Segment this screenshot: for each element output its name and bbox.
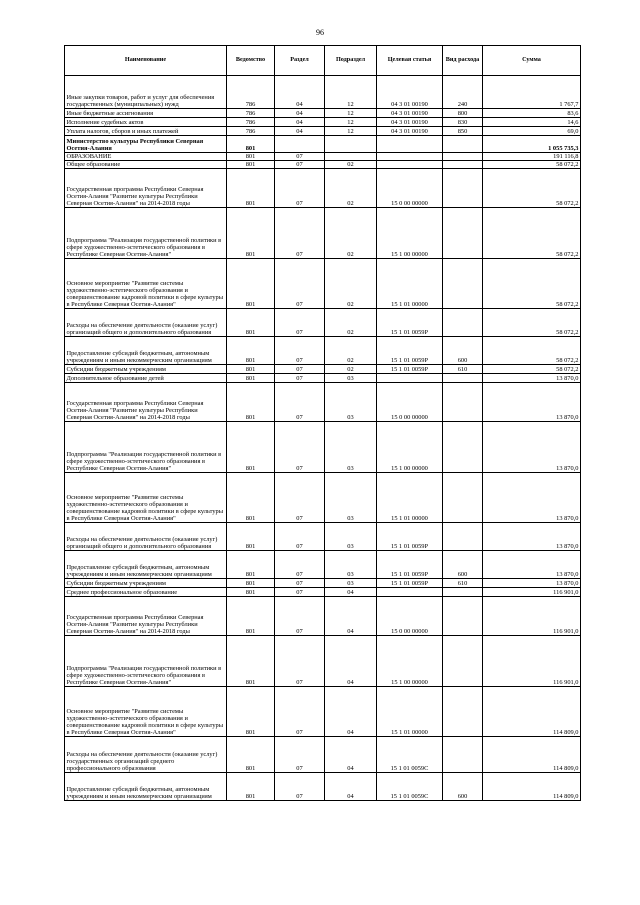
table-row bbox=[65, 169, 581, 208]
row-summa: 58 072,2 bbox=[483, 365, 581, 374]
row-razdel: 07 bbox=[275, 422, 325, 473]
row-summa: 58 072,2 bbox=[483, 337, 581, 365]
row-name: Дополнительное образование детей bbox=[65, 374, 227, 383]
row-podrazdel: 03 bbox=[325, 383, 377, 422]
row-podrazdel: 03 bbox=[325, 551, 377, 579]
row-vid bbox=[443, 422, 483, 473]
row-podrazdel: 12 bbox=[325, 109, 377, 118]
table-row bbox=[65, 118, 581, 127]
header-vedomstvo: Ведомство bbox=[227, 46, 275, 76]
row-celevaya bbox=[377, 161, 443, 169]
row-podrazdel: 02 bbox=[325, 337, 377, 365]
row-summa: 58 072,2 bbox=[483, 169, 581, 208]
row-celevaya: 15 1 00 00000 bbox=[377, 208, 443, 259]
row-celevaya: 15 1 01 00000 bbox=[377, 259, 443, 309]
table-row bbox=[65, 636, 581, 687]
table-row bbox=[65, 109, 581, 118]
table-row bbox=[65, 309, 581, 337]
row-name: Среднее профессиональное образование bbox=[65, 588, 227, 597]
row-celevaya: 04 3 01 00190 bbox=[377, 109, 443, 118]
row-summa: 13 870,0 bbox=[483, 422, 581, 473]
row-razdel: 04 bbox=[275, 118, 325, 127]
row-summa: 14,6 bbox=[483, 118, 581, 127]
header-summa: Сумма bbox=[483, 46, 581, 76]
row-vid bbox=[443, 161, 483, 169]
row-razdel: 07 bbox=[275, 579, 325, 588]
row-podrazdel: 04 bbox=[325, 737, 377, 773]
row-vedomstvo: 786 bbox=[227, 127, 275, 136]
row-vid bbox=[443, 523, 483, 551]
header-vid: Вид расхода bbox=[443, 46, 483, 76]
table-row bbox=[65, 597, 581, 636]
row-name: Министерство культуры Республики Северная Осетия-Алания bbox=[65, 136, 227, 153]
row-name: Общее образование bbox=[65, 161, 227, 169]
row-celevaya: 15 1 01 0059Р bbox=[377, 365, 443, 374]
row-vedomstvo: 801 bbox=[227, 523, 275, 551]
row-vid: 600 bbox=[443, 337, 483, 365]
row-podrazdel: 03 bbox=[325, 422, 377, 473]
row-vedomstvo: 801 bbox=[227, 337, 275, 365]
row-name: Расходы на обеспечение деятельности (оказание услуг) организаций общего и дополнительного образования bbox=[65, 523, 227, 551]
row-celevaya bbox=[377, 136, 443, 153]
row-name: Субсидии бюджетным учреждениям bbox=[65, 365, 227, 374]
row-name: Расходы на обеспечение деятельности (оказание услуг) государственных организаций среднего профессионального образования bbox=[65, 737, 227, 773]
row-celevaya: 15 0 00 00000 bbox=[377, 597, 443, 636]
row-name: Предоставление субсидий бюджетным, автономным учреждениям и иным некоммерческим организациям bbox=[65, 337, 227, 365]
row-podrazdel: 02 bbox=[325, 259, 377, 309]
table-row bbox=[65, 523, 581, 551]
row-name: Основное мероприятие "Развитие системы художественно-эстетического образования и совершенствование кадровой политики в сфере культуры в Республике Северная Осетия-Алания" bbox=[65, 473, 227, 523]
row-podrazdel: 12 bbox=[325, 118, 377, 127]
row-celevaya: 15 1 00 00000 bbox=[377, 422, 443, 473]
row-vedomstvo: 801 bbox=[227, 422, 275, 473]
row-vid bbox=[443, 473, 483, 523]
row-vid: 800 bbox=[443, 109, 483, 118]
row-razdel: 07 bbox=[275, 208, 325, 259]
row-vedomstvo: 801 bbox=[227, 597, 275, 636]
row-podrazdel: 04 bbox=[325, 636, 377, 687]
row-summa: 1 767,7 bbox=[483, 76, 581, 109]
row-razdel: 07 bbox=[275, 259, 325, 309]
table-row bbox=[65, 161, 581, 169]
row-celevaya: 15 1 00 00000 bbox=[377, 636, 443, 687]
row-vid bbox=[443, 588, 483, 597]
row-vid bbox=[443, 309, 483, 337]
budget-table bbox=[64, 45, 581, 801]
row-vid bbox=[443, 374, 483, 383]
table-row bbox=[65, 588, 581, 597]
row-podrazdel: 03 bbox=[325, 579, 377, 588]
row-razdel: 07 bbox=[275, 588, 325, 597]
row-razdel: 07 bbox=[275, 169, 325, 208]
row-razdel: 07 bbox=[275, 737, 325, 773]
table-row bbox=[65, 551, 581, 579]
row-name: Субсидии бюджетным учреждениям bbox=[65, 579, 227, 588]
row-vid: 600 bbox=[443, 773, 483, 801]
row-summa: 13 870,0 bbox=[483, 523, 581, 551]
row-razdel: 07 bbox=[275, 551, 325, 579]
table-row bbox=[65, 136, 581, 153]
table-row bbox=[65, 365, 581, 374]
table-row bbox=[65, 422, 581, 473]
row-summa: 83,6 bbox=[483, 109, 581, 118]
row-vedomstvo: 801 bbox=[227, 365, 275, 374]
row-vedomstvo: 786 bbox=[227, 118, 275, 127]
row-vedomstvo: 801 bbox=[227, 374, 275, 383]
row-name: Подпрограмма "Реализация государственной политики в сфере художественно-эстетического образования в Республике Северная Осетия-Алания" bbox=[65, 636, 227, 687]
row-vedomstvo: 801 bbox=[227, 309, 275, 337]
row-name: Государственная программа Республики Северная Осетия-Алания "Развитие культуры Республики Северная Осетия-Алания" на 2014-2018 годы bbox=[65, 169, 227, 208]
header-razdel: Раздел bbox=[275, 46, 325, 76]
row-podrazdel: 02 bbox=[325, 365, 377, 374]
row-razdel: 04 bbox=[275, 109, 325, 118]
row-razdel: 07 bbox=[275, 161, 325, 169]
table-row bbox=[65, 153, 581, 161]
row-razdel: 07 bbox=[275, 523, 325, 551]
row-vedomstvo: 786 bbox=[227, 76, 275, 109]
table-row bbox=[65, 374, 581, 383]
row-celevaya: 04 3 01 00190 bbox=[377, 118, 443, 127]
row-summa: 58 072,2 bbox=[483, 208, 581, 259]
row-vedomstvo: 801 bbox=[227, 551, 275, 579]
header-podrazdel: Подраздел bbox=[325, 46, 377, 76]
row-celevaya: 15 0 00 00000 bbox=[377, 383, 443, 422]
row-name: Уплата налогов, сборов и иных платежей bbox=[65, 127, 227, 136]
table-row bbox=[65, 773, 581, 801]
table-row bbox=[65, 208, 581, 259]
row-vid: 850 bbox=[443, 127, 483, 136]
page-number: 96 bbox=[316, 28, 324, 37]
row-vedomstvo: 801 bbox=[227, 773, 275, 801]
row-razdel: 07 bbox=[275, 687, 325, 737]
row-name: Иные бюджетные ассигнования bbox=[65, 109, 227, 118]
row-podrazdel: 02 bbox=[325, 208, 377, 259]
row-razdel: 07 bbox=[275, 473, 325, 523]
row-vedomstvo: 786 bbox=[227, 109, 275, 118]
row-summa: 69,0 bbox=[483, 127, 581, 136]
row-vid: 600 bbox=[443, 551, 483, 579]
row-summa: 114 809,0 bbox=[483, 737, 581, 773]
row-vid: 240 bbox=[443, 76, 483, 109]
row-vid: 610 bbox=[443, 579, 483, 588]
row-vedomstvo: 801 bbox=[227, 636, 275, 687]
row-vid bbox=[443, 208, 483, 259]
row-name: Государственная программа Республики Северная Осетия-Алания "Развитие культуры Республики Северная Осетия-Алания" на 2014-2018 годы bbox=[65, 383, 227, 422]
row-summa: 114 809,0 bbox=[483, 773, 581, 801]
row-podrazdel: 03 bbox=[325, 473, 377, 523]
row-razdel: 07 bbox=[275, 597, 325, 636]
row-summa: 13 870,0 bbox=[483, 383, 581, 422]
row-podrazdel: 03 bbox=[325, 523, 377, 551]
row-summa: 13 870,0 bbox=[483, 473, 581, 523]
row-razdel bbox=[275, 136, 325, 153]
row-name: Подпрограмма "Реализация государственной политики в сфере художественно-эстетического образования в Республике Северная Осетия-Алания" bbox=[65, 422, 227, 473]
row-summa: 116 901,0 bbox=[483, 636, 581, 687]
row-summa: 58 072,2 bbox=[483, 259, 581, 309]
row-vedomstvo: 801 bbox=[227, 687, 275, 737]
table-row bbox=[65, 473, 581, 523]
row-celevaya: 15 1 01 0059Р bbox=[377, 579, 443, 588]
row-celevaya: 04 3 01 00190 bbox=[377, 76, 443, 109]
row-razdel: 07 bbox=[275, 374, 325, 383]
row-razdel: 07 bbox=[275, 383, 325, 422]
row-summa: 13 870,0 bbox=[483, 374, 581, 383]
row-razdel: 07 bbox=[275, 153, 325, 161]
row-razdel: 07 bbox=[275, 773, 325, 801]
row-vedomstvo: 801 bbox=[227, 259, 275, 309]
row-vid bbox=[443, 153, 483, 161]
table-row bbox=[65, 76, 581, 109]
header-name: Наименование bbox=[65, 46, 227, 76]
row-podrazdel bbox=[325, 136, 377, 153]
header-celevaya: Целевая статья bbox=[377, 46, 443, 76]
row-podrazdel bbox=[325, 153, 377, 161]
row-celevaya: 04 3 01 00190 bbox=[377, 127, 443, 136]
table-row bbox=[65, 337, 581, 365]
row-vedomstvo: 801 bbox=[227, 383, 275, 422]
row-podrazdel: 04 bbox=[325, 687, 377, 737]
row-celevaya: 15 1 01 0059С bbox=[377, 773, 443, 801]
row-vid bbox=[443, 259, 483, 309]
row-celevaya: 15 0 00 00000 bbox=[377, 169, 443, 208]
row-name: Предоставление субсидий бюджетным, автономным учреждениям и иным некоммерческим организациям bbox=[65, 551, 227, 579]
row-vid bbox=[443, 687, 483, 737]
row-celevaya: 15 1 01 0059С bbox=[377, 737, 443, 773]
table-row bbox=[65, 687, 581, 737]
row-vid: 610 bbox=[443, 365, 483, 374]
row-name: Основное мероприятие "Развитие системы художественно-эстетического образования и совершенствование кадровой политики в сфере культуры в Республике Северная Осетия-Алания" bbox=[65, 687, 227, 737]
row-razdel: 07 bbox=[275, 337, 325, 365]
row-celevaya bbox=[377, 374, 443, 383]
row-summa: 191 116,8 bbox=[483, 153, 581, 161]
row-summa: 58 072,2 bbox=[483, 161, 581, 169]
row-razdel: 07 bbox=[275, 365, 325, 374]
row-name: Государственная программа Республики Северная Осетия-Алания "Развитие культуры Республики Северная Осетия-Алания" на 2014-2018 годы bbox=[65, 597, 227, 636]
table-row bbox=[65, 737, 581, 773]
row-celevaya bbox=[377, 153, 443, 161]
table-row bbox=[65, 259, 581, 309]
table-row bbox=[65, 383, 581, 422]
row-celevaya: 15 1 01 0059Р bbox=[377, 309, 443, 337]
row-name: ОБРАЗОВАНИЕ bbox=[65, 153, 227, 161]
row-podrazdel: 03 bbox=[325, 374, 377, 383]
row-name: Основное мероприятие "Развитие системы художественно-эстетического образования и совершенствование кадровой политики в сфере культуры в Республике Северная Осетия-Алания" bbox=[65, 259, 227, 309]
row-razdel: 04 bbox=[275, 127, 325, 136]
row-celevaya: 15 1 01 00000 bbox=[377, 473, 443, 523]
row-celevaya: 15 1 01 0059Р bbox=[377, 337, 443, 365]
row-podrazdel: 02 bbox=[325, 309, 377, 337]
row-vid: 830 bbox=[443, 118, 483, 127]
row-vedomstvo: 801 bbox=[227, 737, 275, 773]
row-vedomstvo: 801 bbox=[227, 579, 275, 588]
row-podrazdel: 04 bbox=[325, 597, 377, 636]
row-summa: 114 809,0 bbox=[483, 687, 581, 737]
row-vid bbox=[443, 136, 483, 153]
row-celevaya: 15 1 01 0059Р bbox=[377, 551, 443, 579]
row-razdel: 04 bbox=[275, 76, 325, 109]
row-summa: 13 870,0 bbox=[483, 551, 581, 579]
row-podrazdel: 12 bbox=[325, 127, 377, 136]
row-vedomstvo: 801 bbox=[227, 208, 275, 259]
row-podrazdel: 02 bbox=[325, 161, 377, 169]
row-name: Иные закупки товаров, работ и услуг для обеспечения государственных (муниципальных) нужд bbox=[65, 76, 227, 109]
row-name: Расходы на обеспечение деятельности (оказание услуг) организаций общего и дополнительного образования bbox=[65, 309, 227, 337]
row-summa: 116 901,0 bbox=[483, 588, 581, 597]
row-name: Предоставление субсидий бюджетным, автономным учреждениям и иным некоммерческим организациям bbox=[65, 773, 227, 801]
row-celevaya: 15 1 01 00000 bbox=[377, 687, 443, 737]
row-summa: 1 055 735,3 bbox=[483, 136, 581, 153]
row-podrazdel: 12 bbox=[325, 76, 377, 109]
table-header-row bbox=[65, 46, 581, 76]
row-podrazdel: 04 bbox=[325, 773, 377, 801]
row-podrazdel: 02 bbox=[325, 169, 377, 208]
row-summa: 13 870,0 bbox=[483, 579, 581, 588]
row-razdel: 07 bbox=[275, 309, 325, 337]
row-vedomstvo: 801 bbox=[227, 161, 275, 169]
table-row bbox=[65, 579, 581, 588]
row-name: Исполнение судебных актов bbox=[65, 118, 227, 127]
row-razdel: 07 bbox=[275, 636, 325, 687]
row-vid bbox=[443, 737, 483, 773]
row-summa: 116 901,0 bbox=[483, 597, 581, 636]
table-row bbox=[65, 127, 581, 136]
row-podrazdel: 04 bbox=[325, 588, 377, 597]
row-vedomstvo: 801 bbox=[227, 136, 275, 153]
row-vedomstvo: 801 bbox=[227, 473, 275, 523]
row-vid bbox=[443, 597, 483, 636]
row-vid bbox=[443, 169, 483, 208]
row-vedomstvo: 801 bbox=[227, 169, 275, 208]
row-celevaya: 15 1 01 0059Р bbox=[377, 523, 443, 551]
row-vid bbox=[443, 636, 483, 687]
row-vedomstvo: 801 bbox=[227, 588, 275, 597]
row-celevaya bbox=[377, 588, 443, 597]
row-vedomstvo: 801 bbox=[227, 153, 275, 161]
row-name: Подпрограмма "Реализация государственной политики в сфере художественно-эстетического образования в Республике Северная Осетия-Алания" bbox=[65, 208, 227, 259]
row-summa: 58 072,2 bbox=[483, 309, 581, 337]
row-vid bbox=[443, 383, 483, 422]
